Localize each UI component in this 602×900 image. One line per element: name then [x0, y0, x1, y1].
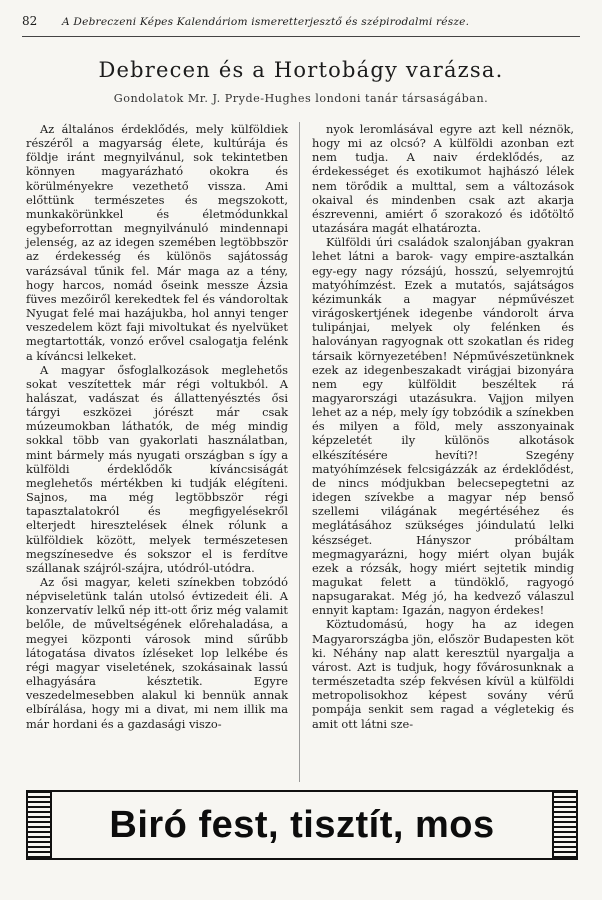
column-divider: [299, 122, 300, 782]
header-rule: [22, 36, 580, 37]
article-subtitle: Gondolatok Mr. J. Pryde-Hughes londoni tanár társaságában.: [113, 92, 489, 105]
paragraph: Az általános érdeklődés, mely külföldiek részéről a magyarság élete, kultúrája és földje iránt megnyilvánul, sok tekintetben könnyen magyarázható okokra és körülményekre vezethető vissza. Ami előttünk természetes és megszokott, munkakörünkkel és életmódunkkal egybeforrottan megnyilvánuló mindennapi jelenség, az az idegen szemében legtöbbször az érdekesség és különös sajátosság varázsával tűnik fel. Már maga az a tény, hogy harcos, nomád őseink messze Ázsia füves mezőiről kerekedtek fel és vándoroltak Nyugat felé mai hazájukba, hol annyi tenger veszedelem közt faji mivoltukat és nyelvüket megtartották, vonzó erővel csalogatja felénk a kíváncsi lelkeket.: [26, 122, 288, 363]
paragraph: nyok leromlásával egyre azt kell néznök, hogy mi az olcsó? A külföldi azonban ezt nem tudja. A naiv érdeklődés, az érdekességet és exotikumot hajhászó lélek nem törődik a multtal, sem a változások okaival és mindenben csak azt akarja észrevenni, amiért ő szorakozó és időtöltő utazására magát elhatározta.: [312, 122, 574, 236]
right-column: [312, 122, 574, 731]
left-column: [26, 122, 288, 731]
ornament-left: [28, 792, 52, 858]
paragraph: Köztudomású, hogy ha az idegen Magyarországba jön, először Budapesten köt ki. Néhány nap alatt keresztül nyargalja a várost. Azt is tudjuk, hogy fővárosunknak a természetadta szép fekvésen kívül a külföldi metropolisokhoz képest sovány vérű pompája senkit sem ragad a végletekig és amit ott látni sze-: [312, 617, 574, 731]
running-title: A Debreczeni Képes Kalendáriom ismeretterjesztő és szépirodalmi része.: [62, 16, 470, 28]
page-number: 82: [22, 14, 38, 28]
advertisement-text: Biró fest, tisztít, mos: [109, 803, 495, 846]
advertisement-box: [26, 790, 578, 860]
ornament-right: [552, 792, 576, 858]
paragraph: Az ősi magyar, keleti színekben tobzódó népviseletünk talán utolsó évtizedeit éli. A konzervatív lelkű nép itt-ott őriz még valamit belőle, de műveltségének előrehaladása, a megyei központi városok mind sűrűbb látogatása divatos ízléseket lop lelkébe és régi magyar viseletének, szokásainak lassú elhagyására késztetik. Egyre veszedelmesebben alakul ki bennük annak elbírálása, hogy mi a divat, mi nem illik ma már hordani és a gazdasági viszo-: [26, 575, 288, 731]
article-title: Debrecen és a Hortobágy varázsa.: [98, 58, 504, 82]
paragraph: Külföldi úri családok szalonjában gyakran lehet látni a barok- vagy empire-asztalkán egy-egy nagy rózsájú, hosszú, selyemrojtú matyóhímzést. Ezek a mutatós, sajátságos kézimunkák a magyar népművészet virágoskertjének idegenbe vándorolt árva tulipánjai, melyek oly felénken és haloványan ragyognak ott szokatlan és rideg társaik környezetében! Népművészetünknek ezek az idegenbeszakadt virágjai bizonyára nem egy külföldit beszéltek rá magyarországi utazásukra. Vajjon milyen lehet az a nép, mely így tobzódik a színekben és milyen a föld, mely asszonyainak képzeletét ily különös alkotások elkészítésére hevíti?! Szegény matyóhímzések felcsigázzák az érdeklődést, de nincs módjukban belecsepegtetni az idegen szívekbe a magyar nép benső szellemi világának megértéséhez és meglátásához szükséges jóindulatú lelki készséget. Hányszor próbáltam megmagyarázni, hogy miért olyan buják ezek a rózsák, hogy miért sejtetik mindig magukat felett a tündöklő, ragyogó napsugarakat. Még jó, ha kedvező válaszul ennyit kaptam: Igazán, nagyon érdekes!: [312, 235, 574, 618]
page-header: [22, 14, 580, 28]
paragraph: A magyar ősfoglalkozások meglehetős sokat veszítettek már régi voltukból. A halászat, vadászat és állattenyésztés ősi tárgyi eszközei jórészt már csak múzeumokban láthatók, de még mindig sokkal több van gyakorlati használatban, mint bármely más nyugati országban s így a külföldi érdeklődők kíváncsiságát meglehetős mértékben ki tudják elégíteni. Sajnos, ma még legtöbbször régi tapasztalatokról és megfigyelésekről elterjedt hiresztelések élnek rólunk a külföldiek között, melyek természetesen megszínesedve és sokszor el is ferdítve szállanak szájról-szájra, utódról-utódra.: [26, 362, 288, 575]
